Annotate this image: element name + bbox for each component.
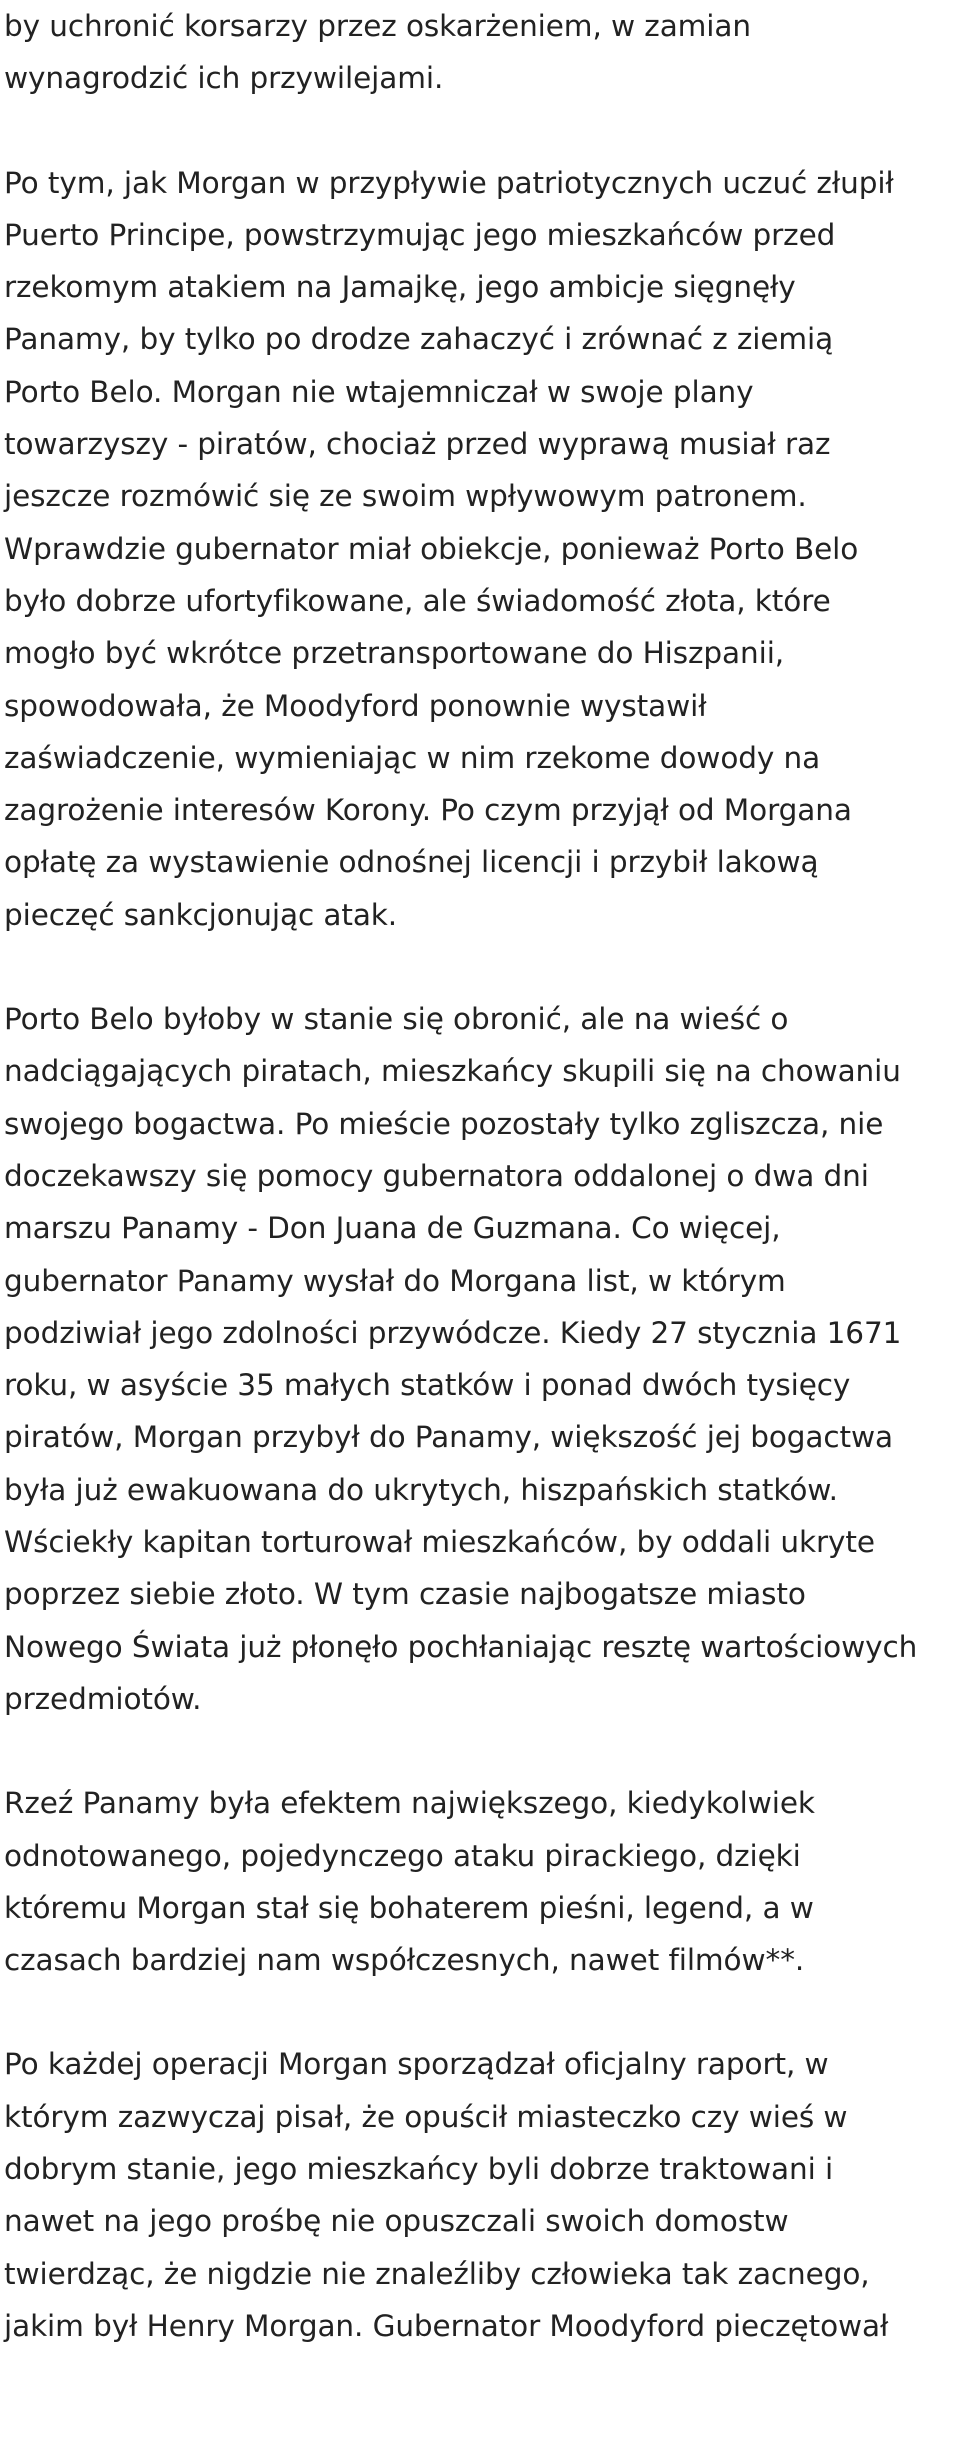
text-line: rzekomym atakiem na Jamajkę, jego ambicje sięgnęły [4,270,796,305]
text-line: doczekawszy się pomocy gubernatora oddalonej o dwa dni [4,1158,869,1193]
text-line: jeszcze rozmówić się ze swoim wpływowym patronem. [4,479,807,514]
text-line: zagrożenie interesów Korony. Po czym przyjął od Morgana [4,793,852,828]
text-line: twierdząc, że nigdzie nie znaleźliby człowieka tak zacnego, [4,2256,870,2291]
text-line: nadciągających piratach, mieszkańcy skupili się na chowaniu [4,1054,901,1089]
text-line: któremu Morgan stał się bohaterem pieśni, legend, a w [4,1890,814,1925]
text-line: Porto Belo. Morgan nie wtajemniczał w swoje plany [4,374,754,409]
text-line: Wściekły kapitan torturował mieszkańców, by oddali ukryte [4,1525,875,1560]
text-line: pieczęć sankcjonując atak. [4,897,398,932]
text-line: opłatę za wystawienie odnośnej licencji i przybił lakową [4,845,819,880]
text-line: Porto Belo byłoby w stanie się obronić, ale na wieść o [4,1002,789,1037]
paragraph-1 [4,0,960,105]
text-line: swojego bogactwa. Po mieście pozostały tylko zgliszcza, nie [4,1106,884,1141]
text-line: czasach bardziej nam współczesnych, nawet filmów**. [4,1943,805,1978]
article-body [4,0,960,2404]
text-line: dobrym stanie, jego mieszkańcy byli dobrze traktowani i [4,2151,834,2186]
text-line: piratów, Morgan przybył do Panamy, większość jej bogactwa [4,1420,893,1455]
text-line: Po każdej operacji Morgan sporządzał oficjalny raport, w [4,2047,829,2082]
text-line: Wprawdzie gubernator miał obiekcje, ponieważ Porto Belo [4,531,859,566]
text-line: mogło być wkrótce przetransportowane do Hiszpanii, [4,636,785,671]
text-line: spowodowała, że Moodyford ponownie wystawił [4,688,707,723]
text-line: Nowego Świata już płonęło pochłaniając resztę wartościowych [4,1629,918,1664]
text-line: nawet na jego prośbę nie opuszczali swoich domostw [4,2204,789,2239]
paragraph-5 [4,2038,960,2352]
text-line: było dobrze ufortyfikowane, ale świadomość złota, które [4,583,831,618]
text-line: towarzyszy - piratów, chociaż przed wyprawą musiał raz [4,427,831,462]
text-line: by uchronić korsarzy przez oskarżeniem, w zamian [4,9,751,43]
text-line: była już ewakuowana do ukrytych, hiszpańskich statków. [4,1472,838,1507]
text-line: Puerto Principe, powstrzymując jego mieszkańców przed [4,217,836,252]
text-line: którym zazwyczaj pisał, że opuścił miasteczko czy wieś w [4,2099,848,2134]
text-line: marszu Panamy - Don Juana de Guzmana. Co więcej, [4,1211,781,1246]
text-line: poprzez siebie złoto. W tym czasie najbogatsze miasto [4,1577,806,1612]
text-line: podziwiał jego zdolności przywódcze. Kiedy 27 stycznia 1671 [4,1315,902,1350]
text-line: jakim był Henry Morgan. Gubernator Moodyford pieczętował [4,2308,889,2343]
text-line: Panamy, by tylko po drodze zahaczyć i zrównać z ziemią [4,322,834,357]
text-line: zaświadczenie, wymieniając w nim rzekome dowody na [4,740,821,775]
text-line: Po tym, jak Morgan w przypływie patriotycznych uczuć złupił [4,165,894,200]
paragraph-2 [4,157,960,941]
text-line: Rzeź Panamy była efektem największego, kiedykolwiek [4,1786,815,1821]
text-line: gubernator Panamy wysłał do Morgana list, w którym [4,1263,786,1298]
text-line: wynagrodzić ich przywilejami. [4,61,444,96]
paragraph-4 [4,1777,960,1986]
text-line: odnotowanego, pojedynczego ataku pirackiego, dzięki [4,1838,801,1873]
text-line: przedmiotów. [4,1681,202,1716]
text-line: roku, w asyście 35 małych statków i ponad dwóch tysięcy [4,1368,851,1403]
paragraph-3 [4,993,960,1725]
